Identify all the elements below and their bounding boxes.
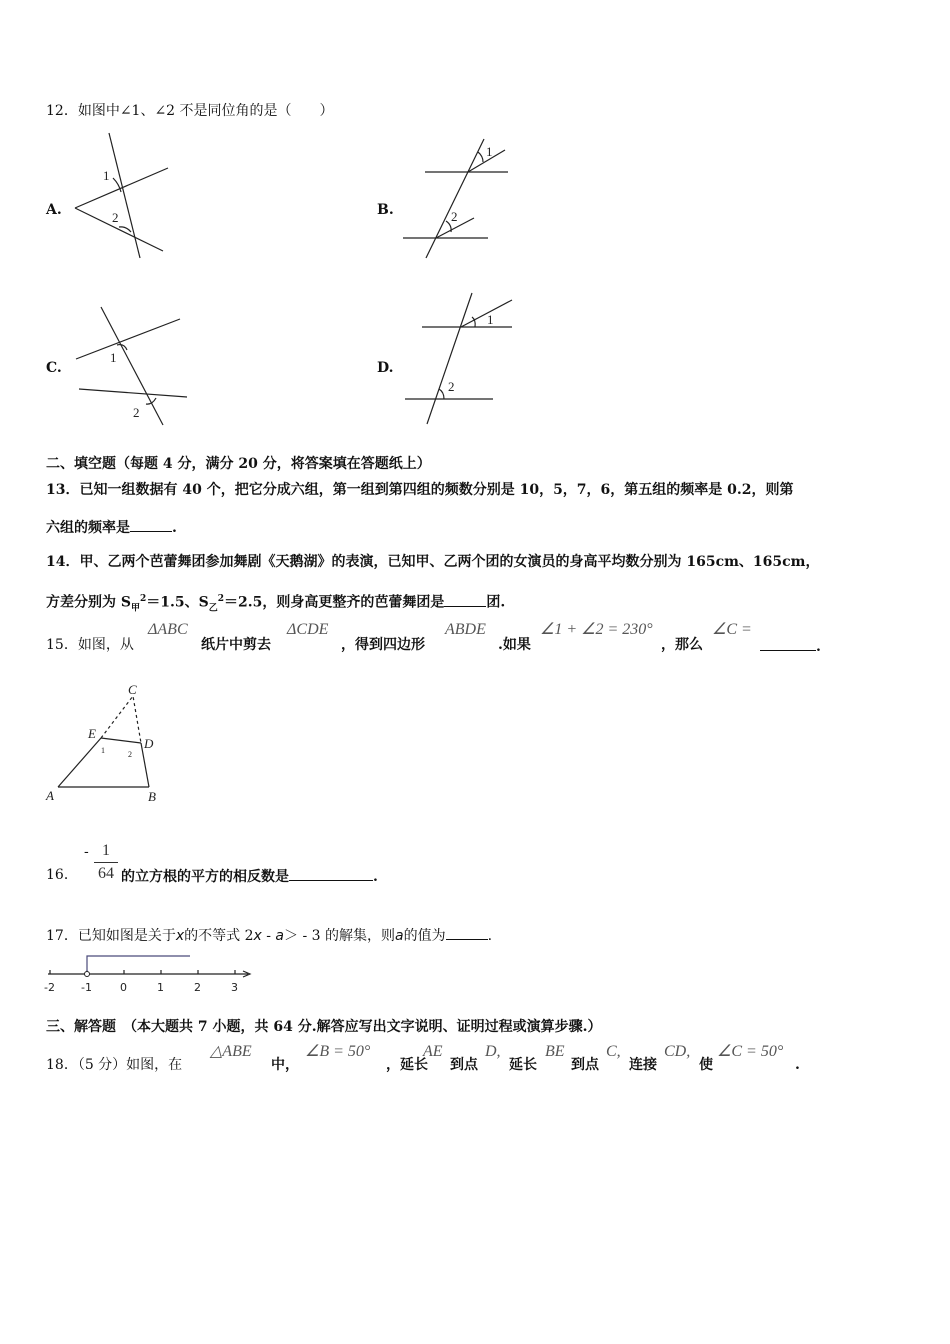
q14-text-b: ＝1.5、S — [146, 594, 209, 611]
q14-sub-yi: 乙 — [208, 603, 218, 614]
q14-end: 团. — [486, 594, 506, 611]
q18-text-3: 到点 — [450, 1057, 478, 1073]
q15-text-4: ，那么 — [661, 637, 703, 653]
q18-end: . — [795, 1057, 800, 1073]
q18-text-5: 到点 — [571, 1057, 599, 1073]
q18-text-1: 中， — [271, 1057, 299, 1073]
numline-label: 1 — [157, 981, 164, 994]
q12-stem: 12．如图中∠1、∠2 不是同位角的是（ ） — [46, 103, 334, 119]
q18-num: 18．（5 分）如图，在 — [46, 1057, 183, 1073]
q15-text-3: .如果 — [498, 637, 531, 653]
fig-b-label-1: 1 — [486, 144, 493, 159]
q16-num: 16． — [46, 867, 78, 883]
q14-text-c: ＝2.5，则身高更整齐的芭蕾舞团是 — [224, 594, 445, 611]
fig-a-label-1: 1 — [103, 168, 110, 183]
q17-var-a: a — [275, 928, 285, 944]
fig-d-label-1: 1 — [487, 312, 494, 327]
q18-math-angle-b: ∠B = 50° — [305, 1043, 371, 1060]
q12-option-a[interactable]: A. — [46, 202, 62, 218]
numline-open-point — [85, 972, 90, 977]
fig15-label-d: D — [144, 736, 154, 751]
q13-end: . — [172, 520, 177, 536]
q16-denominator: 64 — [98, 865, 114, 882]
q18-math-be: BE — [545, 1043, 565, 1060]
numline-label: 0 — [120, 981, 127, 994]
q14-sub-jia: 甲 — [130, 603, 140, 614]
numline-label: -2 — [44, 981, 55, 994]
q15-text-2: ，得到四边形 — [341, 637, 425, 653]
fig15-label-a: A — [46, 788, 54, 803]
fig15-label-e: E — [88, 726, 96, 741]
q15-text-1: 纸片中剪去 — [201, 637, 271, 653]
numline-label: -1 — [81, 981, 92, 994]
q14-text-a: 方差分别为 S — [46, 594, 131, 611]
q15-math-angle-c: ∠C = — [712, 621, 752, 638]
q18-math-c: C, — [606, 1043, 621, 1060]
fig15-label-b: B — [148, 789, 156, 804]
q17-var-x: x — [175, 928, 185, 944]
q18-math-angle-c: ∠C = 50° — [717, 1043, 784, 1060]
q16-minus: - — [84, 844, 89, 860]
numline-solution-ray — [87, 956, 190, 974]
fig15-label-1: 1 — [101, 746, 105, 755]
q16-numerator: 1 — [102, 842, 110, 859]
fig-a-label-2: 2 — [112, 210, 119, 225]
q12-option-c[interactable]: C. — [46, 360, 62, 376]
q15-math-cde: ΔCDE — [287, 621, 329, 638]
q17-var-x2: x — [253, 928, 262, 944]
q14-sup-1: 2 — [140, 594, 147, 604]
fig-c-label-2: 2 — [133, 405, 140, 420]
q18-math-triangle: △ABE — [210, 1043, 252, 1060]
section-2-title: 二、填空题（每题 4 分，满分 20 分，将答案填在答题纸上） — [46, 456, 431, 472]
numline-label: 3 — [231, 981, 238, 994]
q18-math-d: D, — [485, 1043, 501, 1060]
q17-text-e: 的值为 — [403, 928, 446, 944]
q18-math-ae: AE — [423, 1043, 443, 1060]
q17-text-b: 的不等式 2 — [184, 928, 254, 944]
q16-text: 的立方根的平方的相反数是 — [121, 869, 289, 885]
section-3-title: 三、解答题 （本大题共 7 小题，共 64 分.解答应写出文字说明、证明过程或演算步骤.） — [46, 1019, 602, 1035]
fig-d-label-2: 2 — [448, 379, 455, 394]
q12-option-b[interactable]: B. — [377, 202, 394, 218]
q18-text-4: 延长 — [509, 1057, 537, 1073]
numline-label: 2 — [194, 981, 201, 994]
fig-c-label-1: 1 — [110, 350, 117, 365]
q14-sup-2: 2 — [217, 594, 225, 604]
q17-end: . — [487, 928, 493, 944]
fig-b-label-2: 2 — [451, 209, 458, 224]
q13-line1: 13．已知一组数据有 40 个，把它分成六组，第一组到第四组的频数分别是 10，5，7，6，第五组的频率是 0.2，则第 — [46, 482, 794, 498]
q17-text-d: ＞ - 3 的解集，则 — [284, 928, 396, 944]
q15-math-condition: ∠1 + ∠2 = 230° — [540, 621, 653, 638]
q15-math-abde: ABDE — [445, 621, 486, 638]
q17-text-c: - — [261, 928, 276, 944]
q18-text-2: ，延长 — [386, 1057, 428, 1073]
q17-text-a: 17．已知如图是关于 — [46, 928, 176, 944]
q18-math-cd: CD, — [664, 1043, 691, 1060]
fig15-label-2: 2 — [128, 750, 132, 759]
q18-text-6: 连接 — [629, 1057, 657, 1073]
q12-option-d[interactable]: D. — [377, 360, 394, 376]
q15-num: 15．如图，从 — [46, 637, 134, 653]
q15-math-abc: ΔABC — [148, 621, 188, 638]
q16-end: . — [373, 869, 378, 885]
q14-line1: 14．甲、乙两个芭蕾舞团参加舞剧《天鹅湖》的表演，已知甲、乙两个团的女演员的身高平均数分别为 165cm、165cm， — [46, 554, 820, 570]
q17-var-a2: a — [395, 928, 404, 944]
fig15-label-c: C — [128, 682, 137, 697]
q13-line2-text: 六组的频率是 — [46, 520, 130, 536]
q18-text-7: 使 — [699, 1057, 713, 1073]
q15-end: . — [816, 639, 821, 655]
